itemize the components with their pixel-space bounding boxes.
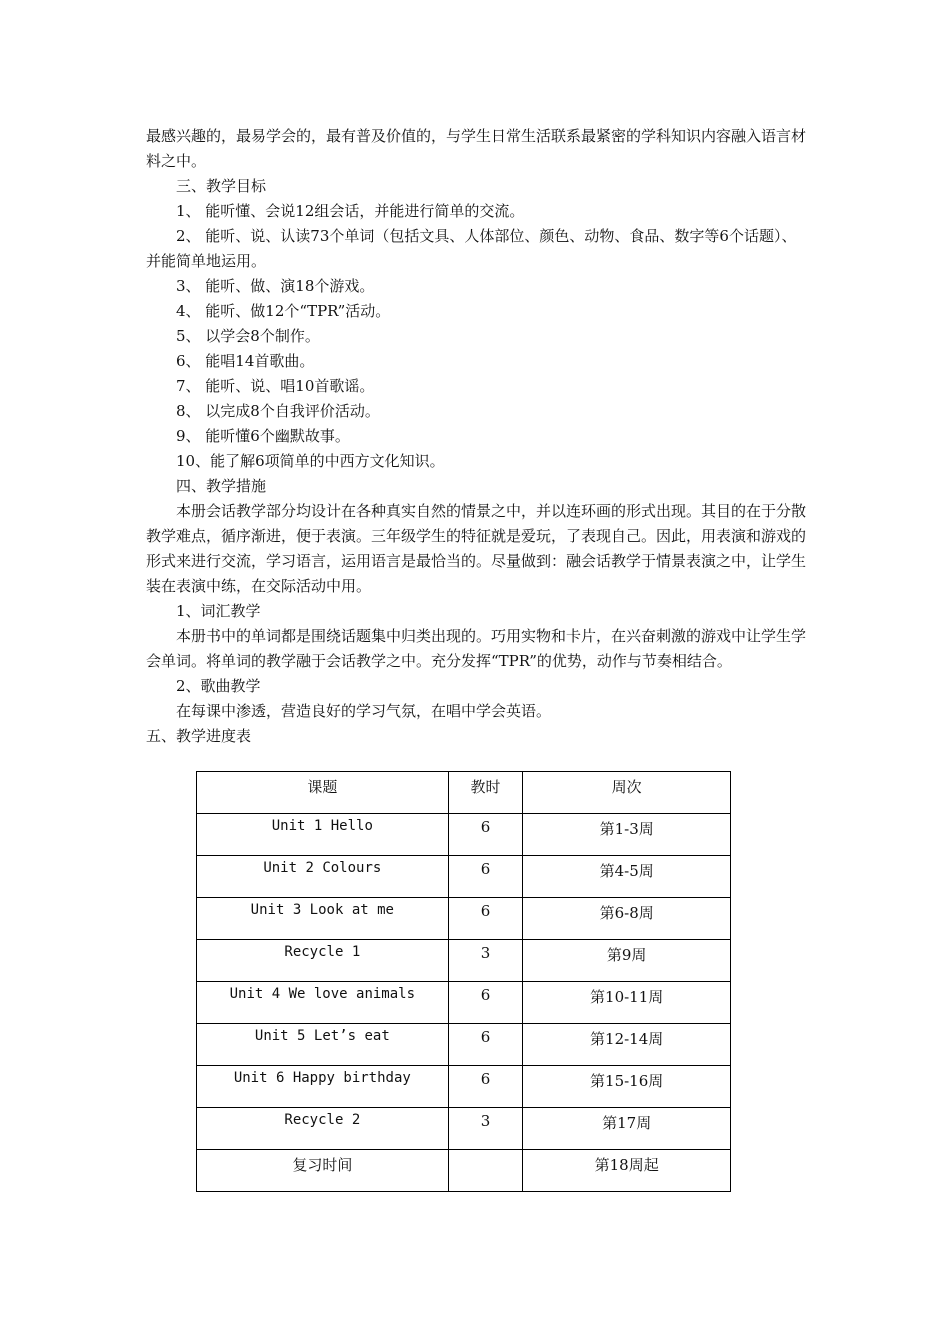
paragraph: 7、 能听、说、唱10首歌谣。 (176, 377, 375, 395)
table-cell: 6 (448, 814, 523, 856)
table-cell: Unit 1 Hello (197, 814, 449, 856)
table-cell: 第12-14周 (523, 1024, 731, 1066)
table-row (197, 940, 731, 982)
table-cell: 第15-16周 (523, 1066, 731, 1108)
paragraph: 本册书中的单词都是围绕话题集中归类出现的。巧用实物和卡片，在兴奋刺激的游戏中让学生学会单词。将单词的教学融于会话教学之中。充分发挥“TPR”的优势，动作与节奏相结合。 (146, 627, 807, 670)
table-cell: 6 (448, 898, 523, 940)
table-row (197, 898, 731, 940)
paragraph: 2、 能听、说、认读73个单词（包括文具、人体部位、颜色、动物、食品、数字等6个话题）、并能简单地运用。 (146, 227, 797, 270)
table-header-cell: 教时 (448, 772, 523, 814)
table-row (197, 982, 731, 1024)
paragraph: 9、 能听懂6个幽默故事。 (176, 427, 350, 445)
paragraph: 1、词汇教学 (176, 602, 261, 620)
table-cell: Unit 4 We love animals (197, 982, 449, 1024)
table-cell: Recycle 1 (197, 940, 449, 982)
table-cell: 第1-3周 (523, 814, 731, 856)
table-row (197, 1066, 731, 1108)
table-cell: Recycle 2 (197, 1108, 449, 1150)
paragraph: 在每课中渗透，营造良好的学习气氛，在唱中学会英语。 (176, 702, 552, 720)
table-cell: 第18周起 (523, 1150, 731, 1192)
table-cell: Unit 3 Look at me (197, 898, 449, 940)
table-row (197, 856, 731, 898)
table-cell: 第17周 (523, 1108, 731, 1150)
paragraph: 本册会话教学部分均设计在各种真实自然的情景之中，并以连环画的形式出现。其目的在于分散教学难点，循序渐进，便于表演。三年级学生的特征就是爱玩，了表现自己。因此，用表演和游戏的形式来进行交流，学习语言，运用语言是最恰当的。尽量做到：融会话教学于情景表演之中，让学生装在表演中练，在交际活动中用。 (146, 502, 807, 595)
table-cell: 第4-5周 (523, 856, 731, 898)
table-header-row (197, 772, 731, 814)
paragraph: 最感兴趣的，最易学会的，最有普及价值的，与学生日常生活联系最紧密的学科知识内容融入语言材料之中。 (146, 127, 807, 170)
table-cell: 第10-11周 (523, 982, 731, 1024)
table-row (197, 1108, 731, 1150)
table-cell: Unit 6 Happy birthday (197, 1066, 449, 1108)
table-row (197, 1150, 731, 1192)
paragraph: 三、教学目标 (176, 177, 267, 195)
table-cell: 6 (448, 856, 523, 898)
paragraph: 3、 能听、做、演18个游戏。 (176, 277, 375, 295)
table-cell: 3 (448, 1108, 523, 1150)
table-header-cell: 课题 (197, 772, 449, 814)
paragraph: 四、教学措施 (176, 477, 267, 495)
table-cell: Unit 2 Colours (197, 856, 449, 898)
table-row (197, 814, 731, 856)
table-cell: 第9周 (523, 940, 731, 982)
paragraph: 6、 能唱14首歌曲。 (176, 352, 315, 370)
table-cell: 3 (448, 940, 523, 982)
paragraph: 五、教学进度表 (146, 727, 252, 745)
table-cell: 6 (448, 982, 523, 1024)
table-cell (448, 1150, 523, 1192)
table-header-cell: 周次 (523, 772, 731, 814)
table-cell: 第6-8周 (523, 898, 731, 940)
table-cell: 6 (448, 1024, 523, 1066)
paragraph: 4、 能听、做12个“TPR”活动。 (176, 302, 391, 320)
schedule-table (196, 771, 731, 1192)
table-cell: 复习时间 (197, 1150, 449, 1192)
table-cell: Unit 5 Let’s eat (197, 1024, 449, 1066)
paragraph: 2、歌曲教学 (176, 677, 261, 695)
paragraph: 10、能了解6项简单的中西方文化知识。 (176, 452, 445, 470)
paragraph: 1、 能听懂、会说12组会话，并能进行简单的交流。 (176, 202, 525, 220)
document-body (146, 124, 810, 749)
paragraph: 5、 以学会8个制作。 (176, 327, 320, 345)
table-cell: 6 (448, 1066, 523, 1108)
table-row (197, 1024, 731, 1066)
paragraph: 8、 以完成8个自我评价活动。 (176, 402, 380, 420)
